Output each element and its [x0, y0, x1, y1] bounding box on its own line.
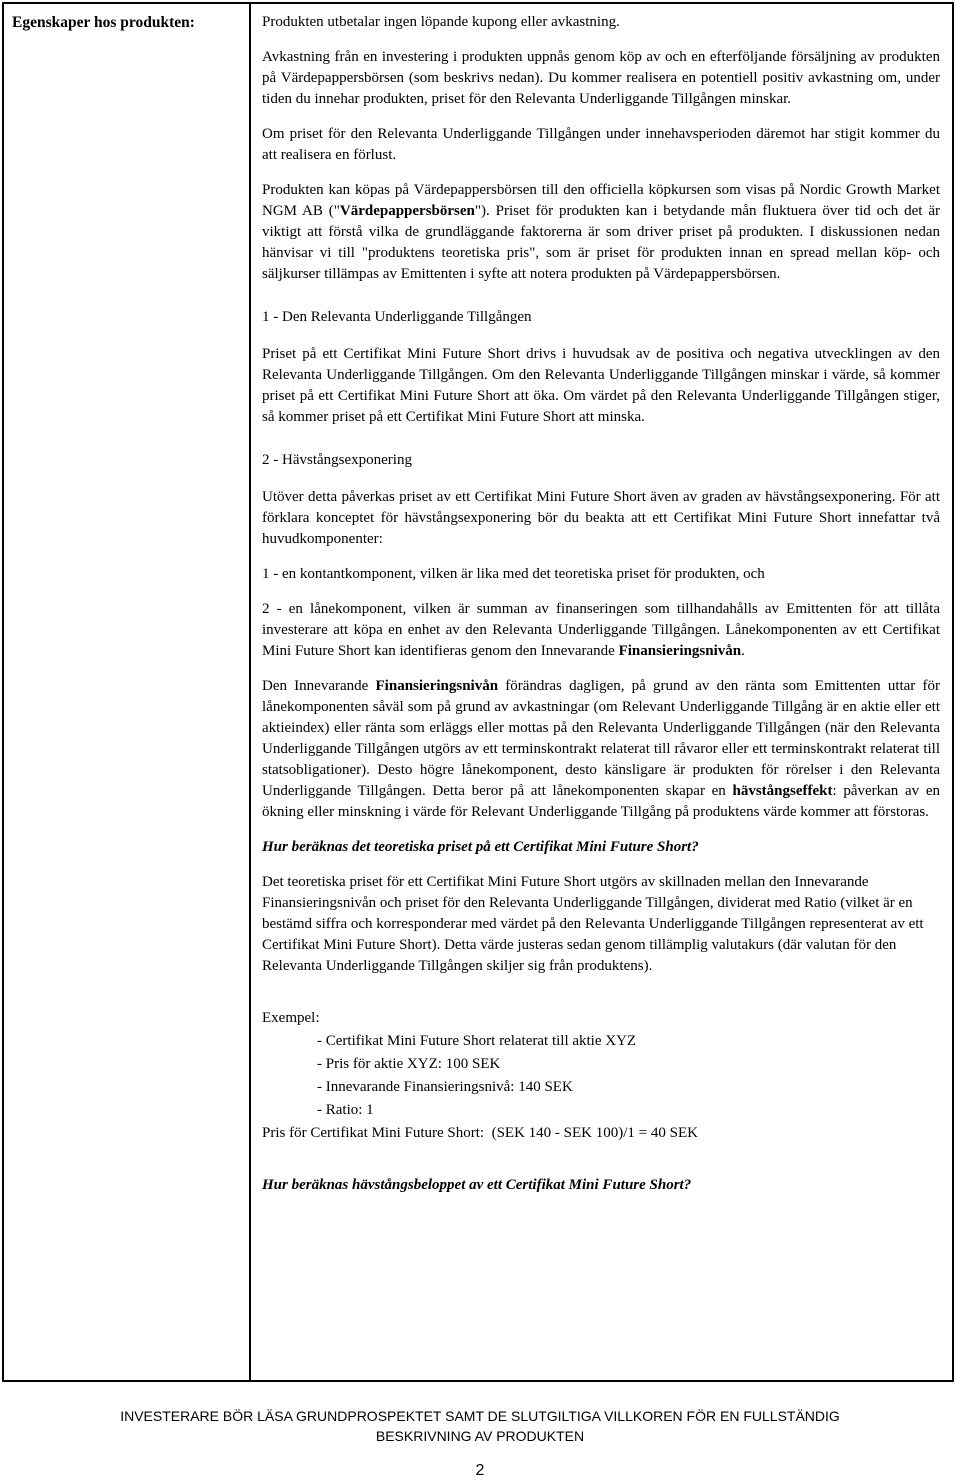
financing-part2: förändras dagligen, på grund av den ränta som Emittenten uttar för lånekomponenten såväl som på grund av avkastningar (om Relevant Underliggande Tillgång är en aktie eller ett aktieindex) eller ränta som erläggs eller mottas på den Relevanta Underliggande Tillgången (när den Relevanta Underliggande Tillgången utgörs av ett terminskontrakt relaterat till råvaror eller ett terminskontrakt relaterat till statsobligationer). Desto högre lånekomponent, desto känsligare är produkten för rörelser i den Relevanta Underliggande Tillgången. Detta beror på att lånekomponenten skapar en: [262, 678, 940, 799]
paragraph-loss: Om priset för den Relevanta Underliggande Tillgången under innehavsperioden däremot har stigit kommer du att realisera en förlust.: [262, 126, 940, 163]
product-properties-table: [2, 2, 954, 1382]
page-number: 2: [475, 1462, 485, 1479]
question-leverage-amount: Hur beräknas hävstångsbeloppet av ett Certifikat Mini Future Short?: [262, 1177, 692, 1193]
question-theoretical-price: Hur beräknas det teoretiska priset på ett Certifikat Mini Future Short?: [262, 839, 699, 855]
paragraph-coupon: Produkten utbetalar ingen löpande kupong eller avkastning.: [262, 14, 620, 30]
row-label: Egenskaper hos produkten:: [12, 14, 195, 31]
row-content: [262, 12, 940, 1196]
footer-notice: [0, 1406, 960, 1446]
paragraph-underlying: Priset på ett Certifikat Mini Future Short drivs i huvudsak av de positiva och negativa utvecklingen av den Relevanta Underliggande Tillgången. Om den Relevanta Underliggande Tillgången minskar i värde, så kommer priset på ett Certifikat Mini Future Short att öka. Om värdet på den Relevanta Underliggande Tillgången stiger, så kommer priset på ett Certifikat Mini Future Short att minska.: [262, 346, 940, 425]
loan-part1: 2 - en lånekomponent, vilken är summan av finanseringen som tillhandahålls av Emittenten för att tillåta investerare att köpa en enhet av den Relevanta Underliggande Tillgången. Lånekomponenten av ett Certifikat Mini Future Short kan identifieras genom den Innevarande: [262, 601, 940, 659]
example-list: [262, 1030, 940, 1122]
example-item: - Certifikat Mini Future Short relaterat till aktie XYZ: [317, 1033, 637, 1049]
section-heading-underlying: 1 - Den Relevanta Underliggande Tillgången: [262, 309, 532, 325]
financing-level-term-2: Finansieringsnivån: [375, 678, 499, 694]
financing-part3: : påverkan av en ökning eller minskning i värde för Relevant Underliggande Tillgång på produktens värde kommer att förstoras.: [262, 783, 940, 820]
exchange-term: Värdepappersbörsen: [339, 203, 475, 219]
footer-line: INVESTERARE BÖR LÄSA GRUNDPROSPEKTET SAMT DE SLUTGILTIGA VILLKOREN FÖR EN FULLSTÄNDIG: [120, 1408, 840, 1424]
paragraph-loan-component: [262, 599, 940, 662]
example-item: - Ratio: 1: [317, 1102, 374, 1118]
paragraph-leverage: Utöver detta påverkas priset av ett Certifikat Mini Future Short även av graden av hävstångsexponering. För att förklara konceptet för hävstångsexponering bör du beakta att ett Certifikat Mini Future Short innefattar två huvudkomponenter:: [262, 489, 940, 547]
example-item: - Pris för aktie XYZ: 100 SEK: [317, 1056, 501, 1072]
financing-part1: Den Innevarande: [262, 678, 376, 694]
example-title: Exempel:: [262, 1010, 320, 1026]
column-divider: [249, 4, 251, 1380]
example-result: Pris för Certifikat Mini Future Short: (SEK 140 - SEK 100)/1 = 40 SEK: [262, 1125, 698, 1141]
example-item: - Innevarande Finansieringsnivå: 140 SEK: [317, 1079, 573, 1095]
paragraph-exchange-part1: Produkten kan köpas på Värdepappersbörsen till den officiella köpkursen som visas på Nordic Growth Market NGM AB (": [262, 182, 940, 219]
paragraph-financing-level: [262, 676, 940, 823]
paragraph-exchange-part2: "). Priset för produkten kan i betydande mån fluktuera över tid och det är viktigt att förstå vilka de grundläggande faktorerna är som driver priset på produkten. I diskussionen nedan hänvisar vi till "produktens teoretiska pris", som är priset för produkten innan en spread mellan köp- och säljkurser tillämpas av Emittenten i syfte att notera produkten på Värdepappersbörsen.: [262, 203, 940, 282]
loan-part2: .: [741, 643, 745, 659]
section-heading-leverage: 2 - Hävstångsexponering: [262, 452, 412, 468]
paragraph-exchange: [262, 180, 940, 285]
paragraph-return: Avkastning från en investering i produkten uppnås genom köp av och en efterföljande försäljning av produkten på Värdepappersbörsen (som beskrivs nedan). Du kommer realisera en potentiell positiv avkastning om, under tiden du innehar produkten, priset för den Relevanta Underliggande Tillgången minskar.: [262, 49, 940, 107]
paragraph-cash-component: 1 - en kontantkomponent, vilken är lika med det teoretiska priset för produkten, och: [262, 566, 765, 582]
financing-level-term: Finansieringsnivån: [618, 643, 742, 659]
footer-line: BESKRIVNING AV PRODUKTEN: [375, 1428, 585, 1444]
leverage-effect-term: hävstångseffekt: [732, 783, 833, 799]
paragraph-theoretical-price: Det teoretiska priset för ett Certifikat Mini Future Short utgörs av skillnaden mellan den Innevarande Finansieringsnivån och priset för den Relevanta Underliggande Tillgången, dividerat med Ratio (vilket är en bestämd siffra och korresponderar med värdet på den Relevanta Underliggande Tillgången representerat av ett Certifikat Mini Future Short). Detta värde justeras sedan genom tillämplig valutakurs (där valutan för den Relevanta Underliggande Tillgången skiljer sig från produktens).: [262, 874, 924, 974]
